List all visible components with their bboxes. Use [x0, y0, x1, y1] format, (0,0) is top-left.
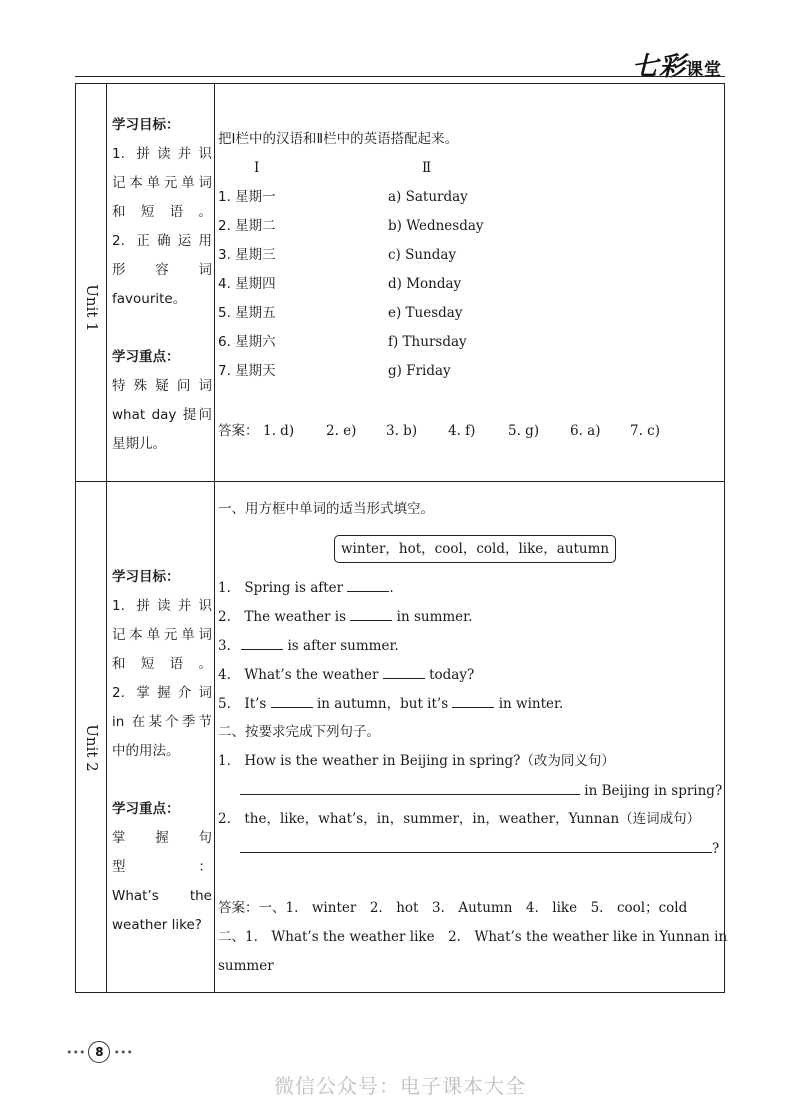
word-box: winter，hot，cool，cold，like，autumn [334, 535, 616, 563]
unit2-exercise [216, 481, 728, 994]
side-line: 2. 掌握介词 [112, 685, 212, 701]
answer-label: 答案： [218, 423, 259, 439]
header-rule [75, 76, 725, 77]
answer-blank[interactable] [452, 693, 494, 708]
column-head-1: Ⅰ [254, 160, 260, 176]
side-line: 1. 拼读并识 [112, 598, 212, 614]
side-line: 记本单元单词 [112, 627, 212, 643]
match-right-item: c) Sunday [388, 247, 457, 263]
match-left-item: 6. 星期六 [218, 334, 276, 350]
match-right-item: b) Wednesday [388, 218, 484, 234]
answer-item: 5. g) [508, 423, 540, 439]
answer-item: 2. e) [326, 423, 357, 439]
answer-blank[interactable] [240, 838, 712, 853]
rewrite-answer-line: in Beijing in spring? [240, 780, 722, 801]
answer-line: 二、1. What’s the weather like 2. What’s the weather like in Yunnan in [218, 929, 728, 945]
goal-heading: 学习目标： [112, 569, 180, 585]
fill-question: 3. is after summer. [218, 635, 399, 656]
section1-title: 一、用方框中单词的适当形式填空。 [218, 501, 434, 517]
answer-blank[interactable] [240, 780, 580, 795]
unit2-side-notes [112, 563, 226, 940]
column-divider [214, 84, 215, 992]
side-line: 中的用法。 [112, 743, 180, 759]
rewrite-question: 2. the，like，what’s，in，summer，in，weather，Yunnan（连词成句） [218, 811, 701, 827]
goal-heading: 学习目标： [112, 117, 180, 133]
match-left-item: 1. 星期一 [218, 189, 276, 205]
brand-logo [632, 46, 722, 83]
page-number-badge: ••• 8 ••• [66, 1041, 133, 1063]
side-line: 特殊疑问词 [112, 378, 212, 394]
fill-question: 5. It’s in autumn，but it’s in winter. [218, 693, 563, 714]
side-line: 1. 拼读并识 [112, 146, 212, 162]
column-head-2: Ⅱ [422, 160, 432, 176]
watermark: 微信公众号：电子课本大全 [274, 1074, 526, 1098]
side-line: 形 容 词 [112, 262, 212, 278]
focus-heading: 学习重点： [112, 349, 180, 365]
section2-title: 二、按要求完成下列句子。 [218, 724, 380, 740]
focus-heading: 学习重点： [112, 801, 180, 817]
answer-item: 6. a) [570, 423, 601, 439]
answer-blank[interactable] [241, 635, 283, 650]
side-line: 和短语。 [112, 204, 212, 220]
answer-item: 1. d) [263, 423, 295, 439]
brand-small: 课堂 [686, 60, 722, 80]
match-right-item: g) Friday [388, 363, 451, 379]
match-right-item: d) Monday [388, 276, 462, 292]
match-right-item: f) Thursday [388, 334, 467, 350]
answer-line: 答案：一、1. winter 2. hot 3. Autumn 4. like 5. cool；cold [218, 900, 688, 916]
side-line: in 在某个季节 [112, 714, 212, 730]
answer-blank[interactable] [347, 577, 389, 592]
answer-item: 4. f) [448, 423, 476, 439]
answer-item: 3. b) [386, 423, 418, 439]
side-line: favourite。 [112, 291, 187, 307]
side-line: What’s the [112, 888, 212, 904]
match-left-item: 4. 星期四 [218, 276, 276, 292]
answer-blank[interactable] [350, 606, 392, 621]
rewrite-answer-line: ? [240, 838, 719, 859]
side-line: 星期儿。 [112, 436, 166, 452]
fill-question: 4. What’s the weather today? [218, 664, 474, 685]
column-divider [106, 84, 107, 992]
side-line: 记本单元单词 [112, 175, 212, 191]
match-left-item: 2. 星期二 [218, 218, 276, 234]
side-line: 2. 正确运用 [112, 233, 212, 249]
side-line: 和短语。 [112, 656, 212, 672]
answer-line: summer [218, 958, 274, 974]
answer-blank[interactable] [383, 664, 425, 679]
unit1-side-notes [112, 111, 212, 459]
instruction: 把Ⅰ栏中的汉语和Ⅱ栏中的英语搭配起来。 [218, 131, 459, 147]
fill-question: 1. Spring is after . [218, 577, 394, 598]
match-left-item: 3. 星期三 [218, 247, 276, 263]
match-right-item: e) Tuesday [388, 305, 463, 321]
side-line: 掌 握 句 型： [112, 830, 226, 875]
match-right-item: a) Saturday [388, 189, 468, 205]
page-number: 8 [88, 1041, 110, 1063]
match-left-item: 5. 星期五 [218, 305, 276, 321]
answer-item: 7. c) [630, 423, 660, 439]
fill-question: 2. The weather is in summer. [218, 606, 472, 627]
side-line: weather like? [112, 917, 202, 933]
rewrite-question: 1. How is the weather in Beijing in spring?（改为同义句） [218, 753, 615, 769]
lesson-table: Unit 1 学习目标： 1. 拼读并识 记本单元单词 和短语。 2. 正确运用 形 容 词 favourite。 学习重点： 特殊疑问词 what day 提问 星期儿。 把Ⅰ栏中的汉语和Ⅱ栏中的英语搭配起来。 Ⅰ Ⅱ 1. 星期一 2. 星期二 3. 星期三 4. 星期四 5. 星期五 6. 星期六 7. 星期天 a) Saturday b) Wednesday c) Sunday d) Monday e) Tuesday f) Thursday g) Friday 答案： 1. d) 2. e) 3. b) 4. f) 5. g) 6. a) 7. c) Unit 2 学习目标： 1. 拼读并识 记本单元单词 和短语。 2. 掌握介词 in 在某个季节 中的用法。 学习重点： 掌 握 句 型： What’s the weather like? 一、用方框中单词的适当形式填空。 winter，hot，cool，cold，like，autumn 1. Spring is after . 2. The weather is in summer. 3. is after summer. 4. What’s the weather today? 5. It’s in autumn，but it’s in winter. 二、按要求完成下列句子。 1. How is the weather in Beijing in spring?（改为同义句） in Beijing in spring? 2. the，like，what’s，in，summer，in，weather，Yunnan（连词成句） ? 答案：一、1. winter 2. hot 3. Autumn 4. like 5. cool；cold 二、1. What’s the weather like 2. What’s the weather like in Yunnan in summer [75, 83, 725, 993]
brand-big: 七彩 [631, 52, 686, 82]
answer-blank[interactable] [271, 693, 313, 708]
match-left-item: 7. 星期天 [218, 363, 276, 379]
side-line: what day 提问 [112, 407, 212, 423]
unit1-exercise [216, 84, 724, 481]
